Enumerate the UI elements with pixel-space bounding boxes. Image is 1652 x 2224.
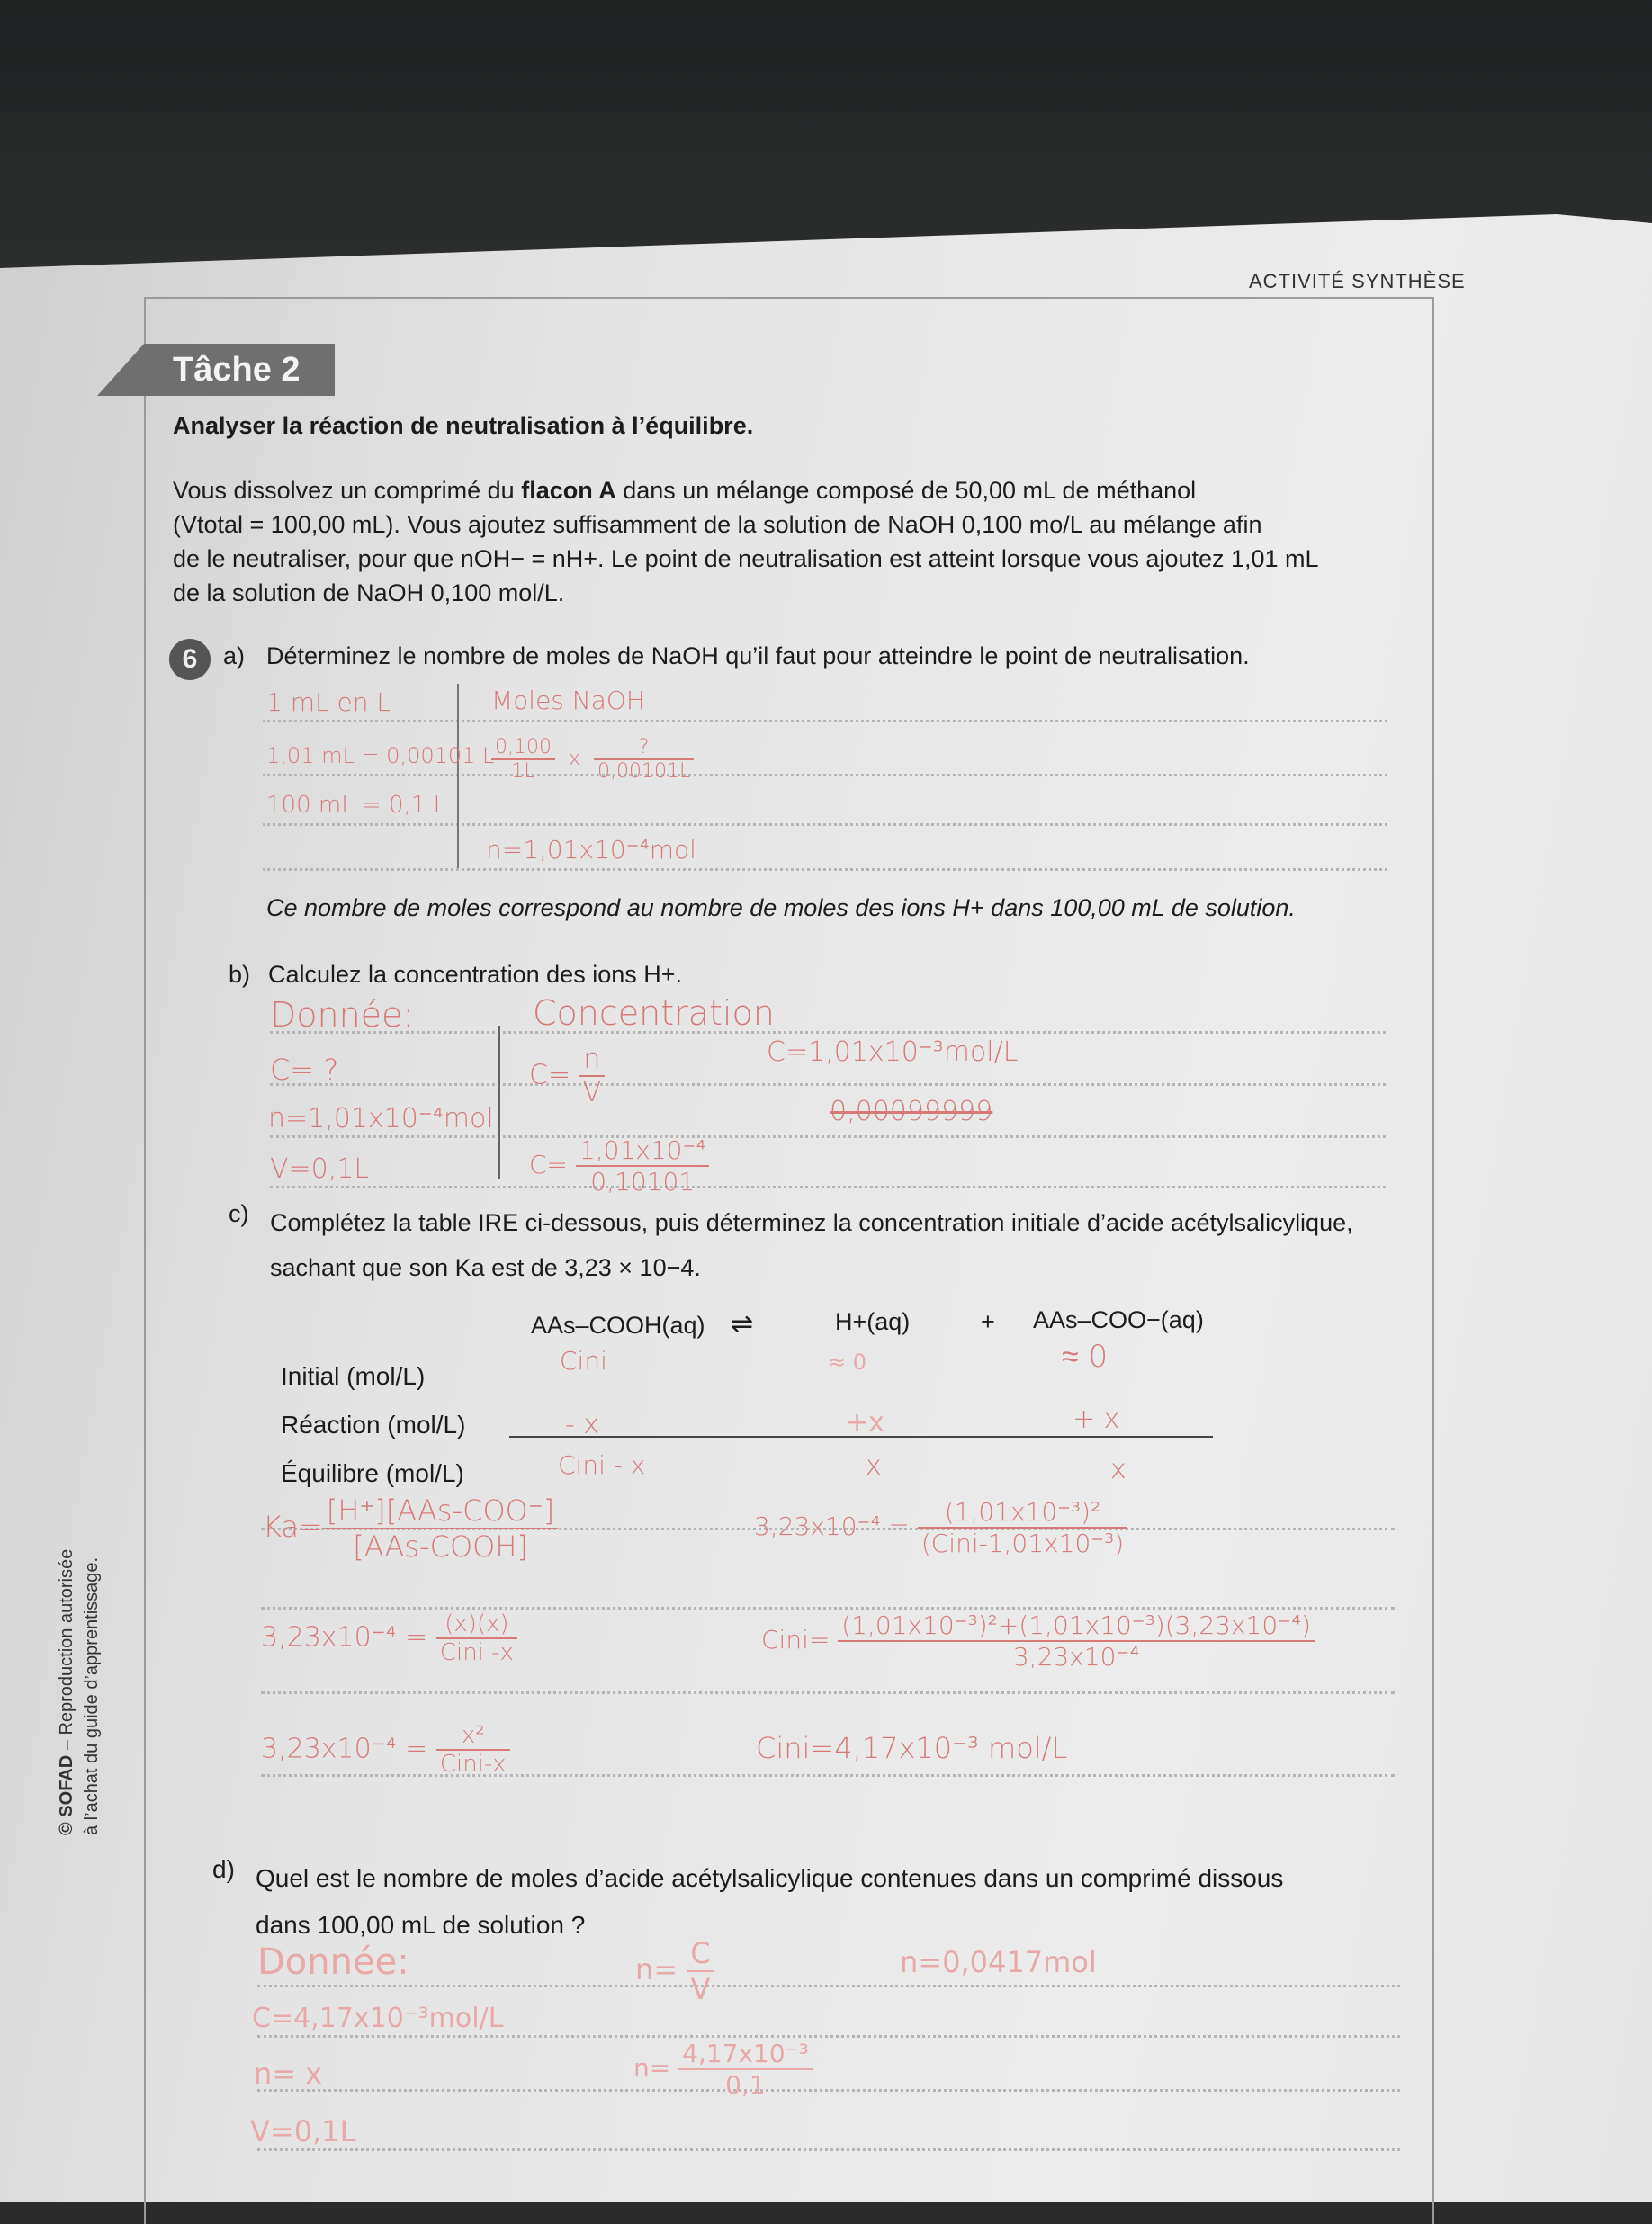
handwriting: Ka=: [263, 1510, 323, 1544]
handwriting-fraction: [633, 2039, 813, 2100]
handwriting: ≈ 0: [828, 1350, 867, 1375]
answer-line: [257, 2035, 1400, 2038]
answer-line: [263, 868, 1387, 871]
handwriting-fraction: C= $\frac{\text{1,01x10⁻⁴}}{0,10101}$: [529, 1135, 709, 1197]
handwriting: ?: [594, 736, 694, 760]
question-number-badge: 6: [169, 639, 211, 680]
question-c-line: sachant que son Ka est de 3,23 × 10−4.: [270, 1254, 701, 1281]
row-label-reaction: Réaction (mol/L): [281, 1411, 466, 1439]
question-c-label: c): [229, 1200, 249, 1227]
divider: [498, 1026, 500, 1179]
handwriting: x: [866, 1450, 882, 1482]
handwriting: Cini-x: [439, 1751, 507, 1778]
intro-text: Vous dissolvez un comprimé du: [173, 477, 522, 504]
handwriting: 1,01x10⁻⁴: [576, 1135, 710, 1167]
handwriting: 0,100: [491, 736, 555, 760]
handwriting: Cini - x: [558, 1450, 646, 1480]
handwriting: Cini=4,17x10⁻³ mol/L: [756, 1731, 1068, 1765]
handwriting: (1,01x10⁻³)²: [918, 1497, 1127, 1529]
handwriting: (1,01x10⁻³)²+(1,01x10⁻³)(3,23x10⁻⁴): [838, 1610, 1315, 1642]
answer-line: [270, 1186, 1386, 1188]
handwriting: n=1,01x10⁻⁴mol: [268, 1103, 494, 1134]
handwriting: 3,23x10⁻⁴ =: [261, 1621, 428, 1654]
handwriting-fraction: C= $\frac{n}{V}$: [529, 1044, 605, 1108]
handwriting: 1 mL en L: [266, 687, 391, 717]
task-intro: [173, 473, 1319, 610]
handwriting: [AAs-COOH]: [353, 1529, 528, 1564]
copyright-credit: [54, 1549, 104, 1835]
species-reactant: AAs–COOH(aq): [531, 1312, 705, 1339]
handwriting: 4,17x10⁻³: [678, 2039, 813, 2070]
handwriting: 100 mL = 0,1 L: [266, 792, 447, 819]
handwriting: C= ?: [270, 1053, 339, 1087]
handwriting-fraction: [261, 1610, 517, 1666]
answer-line: [257, 2148, 1400, 2151]
handwriting: V: [690, 1972, 711, 2006]
credit-bold: © SOFAD: [57, 1754, 76, 1835]
handwriting: (Cini-1,01x10⁻³): [920, 1529, 1125, 1558]
answer-line: [263, 823, 1387, 826]
row-label-initial: Initial (mol/L): [281, 1362, 426, 1390]
handwriting: [H⁺][AAs-COO⁻]: [323, 1493, 558, 1529]
handwriting: ≈ 0: [1062, 1339, 1109, 1375]
answer-line: [261, 1607, 1395, 1610]
credit-text: à l’achat du guide d’apprentissage.: [82, 1556, 102, 1835]
handwriting: x: [1110, 1454, 1127, 1485]
handwriting: 0,10101: [590, 1167, 696, 1197]
answer-line: [257, 1985, 1400, 1987]
answer-line: [263, 720, 1387, 722]
question-d-text: [256, 1855, 1283, 1949]
divider: [457, 684, 459, 868]
answer-line: [270, 1083, 1386, 1086]
handwriting: 0,00101L: [597, 760, 691, 783]
handwriting: n=: [635, 1952, 678, 1986]
handwriting-fraction: [263, 1493, 558, 1564]
handwriting: Moles NaOH: [491, 686, 645, 715]
handwriting: Concentration: [533, 993, 775, 1033]
question-c-text: [270, 1200, 1353, 1290]
handwriting-fraction: [754, 1497, 1127, 1558]
intro-text: dans un mélange composé de 50,00 mL de méthanol: [615, 477, 1197, 504]
handwriting: +x: [846, 1407, 884, 1439]
task-subtitle: Analyser la réaction de neutralisation à l’équilibre.: [173, 412, 754, 439]
section-header: ACTIVITÉ SYNTHÈSE: [1249, 270, 1466, 292]
handwriting: n: [579, 1044, 606, 1077]
question-a-label: a): [223, 642, 246, 669]
answer-line: [257, 2089, 1400, 2092]
row-label-equilibrium: Équilibre (mol/L): [281, 1459, 464, 1487]
handwriting: Cini -x: [439, 1639, 514, 1666]
task-tab: Tâche 2: [144, 344, 335, 396]
species-conjugate: AAs–COO−(aq): [1033, 1306, 1204, 1333]
handwriting: C: [687, 1936, 714, 1972]
question-a-text: Déterminez le nombre de moles de NaOH qu’il faut pour atteindre le point de neutralisation.: [266, 642, 1250, 669]
handwriting: C=1,01x10⁻³mol/L: [767, 1036, 1019, 1068]
answer-line: [263, 774, 1387, 776]
species-hydrogen: H+(aq): [835, 1308, 911, 1335]
handwriting: Cini: [560, 1346, 607, 1376]
question-d-label: d): [212, 1855, 235, 1883]
question-b-text: Calculez la concentration des ions H+.: [268, 961, 683, 988]
handwriting: V: [582, 1077, 602, 1108]
handwriting-fraction: [635, 1936, 714, 2006]
handwriting: 3,23x10⁻⁴ =: [754, 1511, 910, 1541]
question-d-line: Quel est le nombre de moles d’acide acétylsalicylique contenues dans un comprimé dissous: [256, 1864, 1284, 1892]
answer-line: [261, 1691, 1395, 1694]
handwriting: n= x: [254, 2057, 323, 2091]
handwriting-fraction: [261, 1722, 510, 1778]
handwriting: 1,01 mL = 0,00101 L: [266, 743, 495, 768]
handwriting-fraction: $\frac{0,100}{1L}$ x $\frac{?}{0,00101L}$: [491, 736, 694, 783]
handwriting: 1L: [511, 760, 535, 783]
equilibrium-arrow: ⇌: [731, 1309, 754, 1339]
handwriting: Donnée:: [257, 1942, 409, 1983]
question-d-line: dans 100,00 mL de solution ?: [256, 1911, 586, 1939]
handwriting: V=0,1L: [270, 1153, 370, 1185]
handwriting: n=: [633, 2053, 671, 2083]
handwriting: 0,1: [725, 2070, 766, 2100]
handwriting: + x: [1073, 1403, 1120, 1435]
handwriting: 3,23x10⁻⁴ =: [261, 1733, 428, 1765]
question-a-note: Ce nombre de moles correspond au nombre de moles des ions H+ dans 100,00 mL de solution.: [266, 894, 1296, 921]
answer-line: [270, 1031, 1386, 1034]
handwriting: V=0,1L: [250, 2114, 356, 2148]
handwriting: Cini=: [761, 1625, 830, 1655]
intro-line: de la solution de NaOH 0,100 mol/L.: [173, 579, 565, 606]
handwriting: 3,23x10⁻⁴: [1012, 1642, 1140, 1672]
intro-line: de le neutraliser, pour que nOH− = nH+. Le point de neutralisation est atteint lorsque vous ajoutez 1,01 mL: [173, 545, 1319, 572]
credit-text: – Reproduction autorisée: [57, 1548, 76, 1755]
question-b-label: b): [229, 961, 251, 988]
answer-line: [270, 1135, 1386, 1138]
handwriting: 0,00099999: [830, 1096, 993, 1127]
handwriting: n=1,01x10⁻⁴mol: [486, 835, 696, 865]
handwriting-fraction: [761, 1610, 1315, 1672]
handwriting: x²: [436, 1722, 510, 1751]
handwriting: n=0,0417mol: [900, 1945, 1097, 1979]
plus-sign: +: [981, 1308, 995, 1335]
handwriting: Donnée:: [270, 995, 415, 1035]
handwriting: C=4,17x10⁻³mol/L: [252, 2003, 504, 2034]
intro-bold: flacon A: [521, 477, 616, 504]
handwriting: (x)(x): [436, 1610, 517, 1639]
intro-line: (Vtotal = 100,00 mL). Vous ajoutez suffisamment de la solution de NaOH 0,100 mo/L au mélange afin: [173, 511, 1262, 538]
handwriting: - x: [565, 1409, 600, 1440]
question-c-line: Complétez la table IRE ci-dessous, puis déterminez la concentration initiale d’acide acétylsalicylique,: [270, 1209, 1353, 1236]
